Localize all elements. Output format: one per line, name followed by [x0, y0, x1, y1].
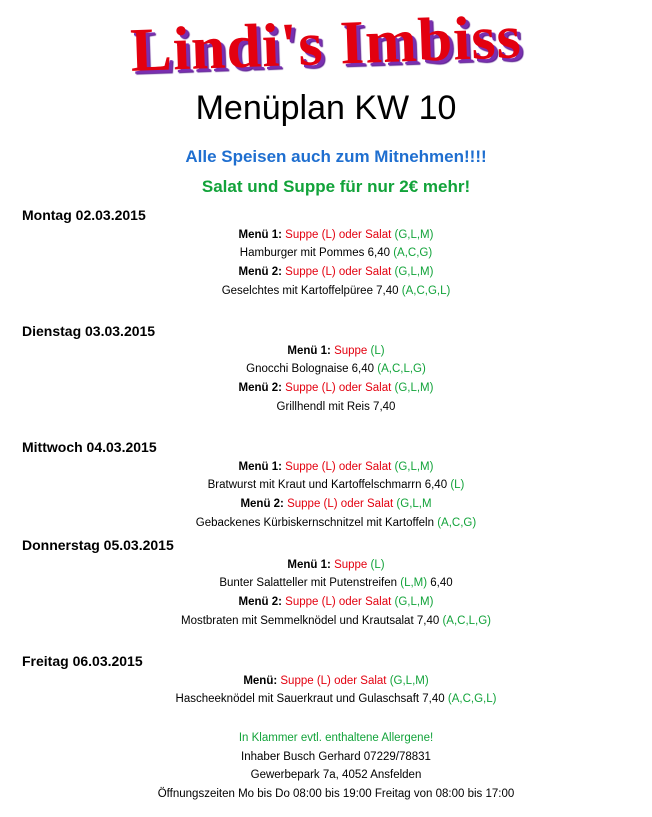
dish-line [0, 477, 652, 493]
allergen-codes: (G,L,M [396, 498, 432, 510]
side-option: Suppe (L) oder Salat [285, 229, 392, 241]
dish-name: Mostbraten mit Semmelknödel und Krautsalat 7,40 [180, 615, 440, 627]
allergen-codes: (G,L,M) [394, 382, 434, 394]
allergen-codes: (L) [370, 345, 385, 357]
menu-2-option-line [0, 380, 652, 396]
allergen-codes: (G,L,M) [394, 266, 434, 278]
menu-label: Menü 1: [287, 345, 331, 357]
dish-name: Hascheeknödel mit Sauerkraut und Gulaschsaft 7,40 [175, 693, 445, 705]
day-heading-wednesday: Mittwoch 04.03.2015 [22, 439, 157, 455]
dish-line [0, 613, 652, 629]
side-option: Suppe [334, 559, 368, 571]
opening-hours: Öffnungszeiten Mo bis Do 08:00 bis 19:00 Freitag von 08:00 bis 17:00 [157, 788, 515, 800]
menu-1-option-line [0, 343, 652, 359]
side-option: Suppe (L) oder Salat [285, 596, 392, 608]
dish-name: Hamburger mit Pommes 6,40 [239, 247, 390, 259]
menu-label: Menü 2: [238, 266, 282, 278]
dish-name: Gnocchi Bolognaise 6,40 [246, 363, 375, 375]
allergen-codes: (A,C,G,L) [447, 693, 497, 705]
dish-line [0, 575, 652, 591]
allergen-note: In Klammer evtl. enthaltene Allergene! [238, 732, 434, 744]
allergen-codes: (G,L,M) [394, 596, 434, 608]
dish-name: Bunter Salatteller mit Putenstreifen [219, 577, 398, 589]
menu-label: Menü 2: [238, 596, 282, 608]
dish-name: Geselchtes mit Kartoffelpüree 7,40 [221, 285, 399, 297]
side-option: Suppe (L) oder Salat [280, 675, 387, 687]
page-title: Menüplan KW 10 [195, 89, 457, 127]
takeaway-note: Alle Speisen auch zum Mitnehmen!!!! [185, 147, 487, 166]
menu-label: Menü 1: [287, 559, 331, 571]
menu-label: Menü: [243, 675, 278, 687]
allergen-codes: (L) [450, 479, 465, 491]
menu-1-option-line [0, 459, 652, 475]
dish-name: Gebackenes Kürbiskernschnitzel mit Kartoffeln [195, 517, 435, 529]
allergen-codes: (A,C,G) [437, 517, 477, 529]
side-option: Suppe (L) oder Salat [285, 382, 392, 394]
side-option: Suppe (L) oder Salat [285, 266, 392, 278]
side-option: Suppe [334, 345, 368, 357]
side-option: Suppe (L) oder Salat [285, 461, 392, 473]
allergen-codes: (A,C,L,G) [377, 363, 426, 375]
day-heading-tuesday: Dienstag 03.03.2015 [22, 323, 156, 339]
menu-2-option-line [0, 594, 652, 610]
owner-contact: Inhaber Busch Gerhard 07229/78831 [241, 751, 431, 763]
salad-soup-offer: Salat und Suppe für nur 2€ mehr! [201, 177, 471, 196]
dish-line [0, 283, 652, 299]
dish-line [0, 361, 652, 377]
dish-line [0, 691, 652, 707]
dish-line [0, 245, 652, 261]
day-heading-friday: Freitag 06.03.2015 [22, 653, 143, 669]
allergen-codes: (A,C,G) [393, 247, 433, 259]
dish-line [0, 515, 652, 531]
menu-label: Menü 2: [240, 498, 284, 510]
menu-label: Menü 1: [238, 461, 282, 473]
allergen-codes: (G,L,M) [394, 461, 434, 473]
allergen-codes: (A,C,L,G) [442, 615, 491, 627]
allergen-codes: (G,L,M) [389, 675, 429, 687]
allergen-codes: (L,M) [400, 577, 428, 589]
day-heading-monday: Montag 02.03.2015 [22, 207, 146, 223]
menu-2-option-line [0, 496, 652, 512]
menu-label: Menü 2: [238, 382, 282, 394]
side-option: Suppe (L) oder Salat [287, 498, 394, 510]
allergen-codes: (G,L,M) [394, 229, 434, 241]
dish-name: Bratwurst mit Kraut und Kartoffelschmarrn 6,40 [207, 479, 448, 491]
menu-1-option-line [0, 227, 652, 243]
address: Gewerbepark 7a, 4052 Ansfelden [250, 769, 422, 781]
menu-2-option-line [0, 264, 652, 280]
menu-option-line [0, 673, 652, 689]
dish-name: Grillhendl mit Reis 7,40 [276, 401, 396, 413]
day-heading-thursday: Donnerstag 05.03.2015 [22, 537, 174, 553]
menu-label: Menü 1: [238, 229, 282, 241]
dish-price: 6,40 [430, 577, 453, 589]
menu-1-option-line [0, 557, 652, 573]
allergen-codes: (L) [370, 559, 385, 571]
dish-line [0, 399, 652, 415]
brand-logo: Lindi's Imbiss [129, 3, 523, 85]
allergen-codes: (A,C,G,L) [401, 285, 451, 297]
